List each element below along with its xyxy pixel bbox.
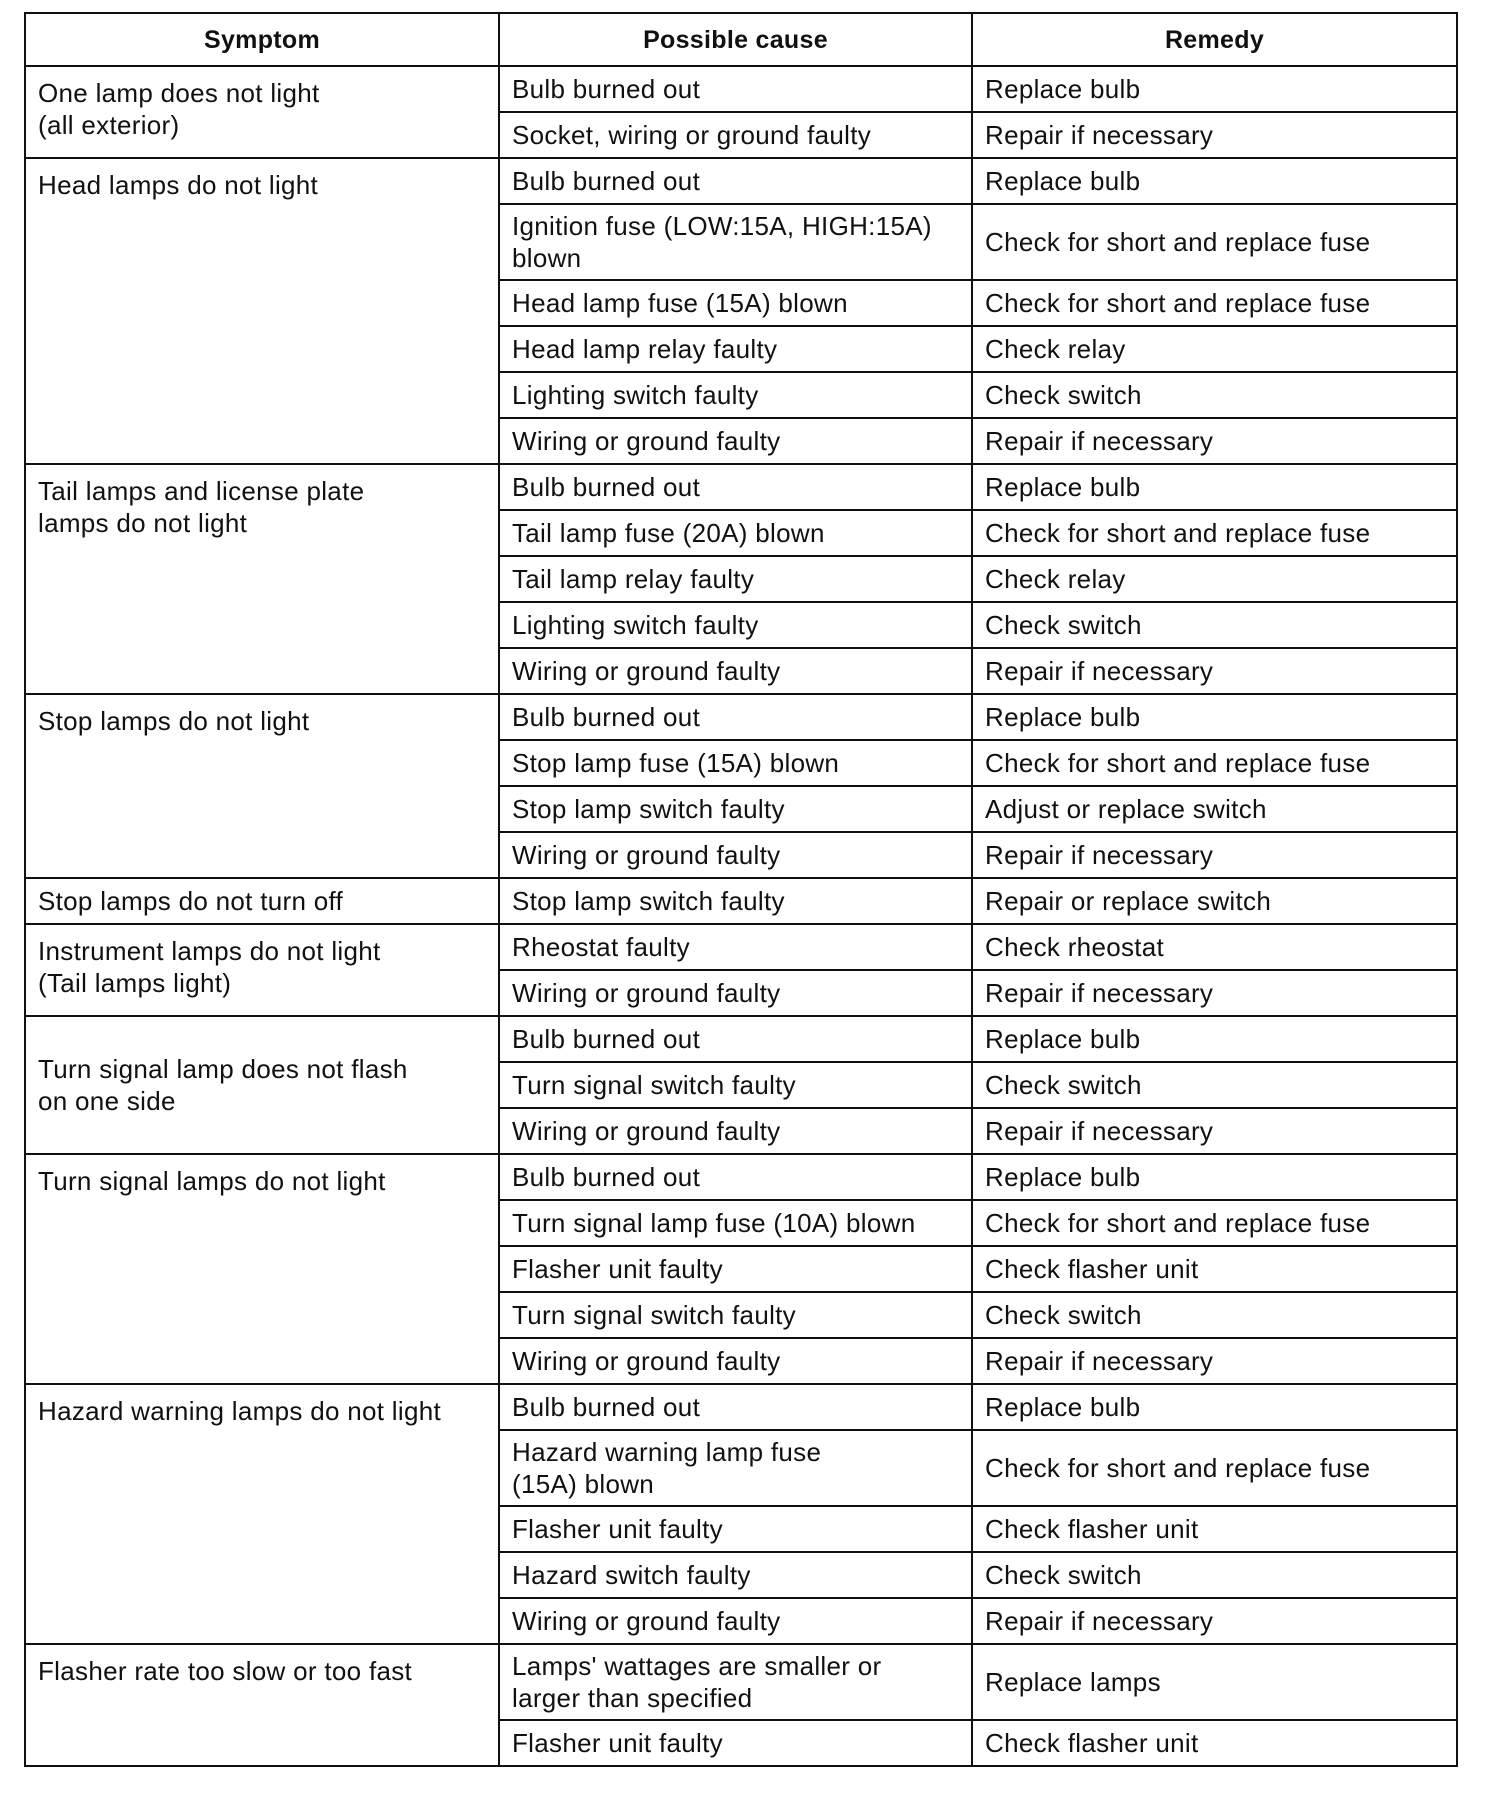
symptom-cell: Flasher rate too slow or too fast	[25, 1644, 499, 1766]
table-row	[25, 1154, 1457, 1200]
remedy-cell: Check flasher unit	[972, 1246, 1457, 1292]
possible-cause-cell: Turn signal switch faulty	[499, 1062, 972, 1108]
possible-cause-cell: Socket, wiring or ground faulty	[499, 112, 972, 158]
possible-cause-cell: Flasher unit faulty	[499, 1246, 972, 1292]
remedy-cell: Check for short and replace fuse	[972, 204, 1457, 280]
remedy-cell: Check rheostat	[972, 924, 1457, 970]
symptom-cell: Stop lamps do not light	[25, 694, 499, 878]
possible-cause-cell: Head lamp fuse (15A) blown	[499, 280, 972, 326]
possible-cause-cell: Stop lamp switch faulty	[499, 786, 972, 832]
possible-cause-cell: Wiring or ground faulty	[499, 418, 972, 464]
possible-cause-cell: Bulb burned out	[499, 1016, 972, 1062]
header-possible-cause: Possible cause	[499, 13, 972, 66]
remedy-cell: Check flasher unit	[972, 1720, 1457, 1766]
symptom-cell: Turn signal lamp does not flash on one side	[25, 1016, 499, 1154]
troubleshooting-table	[24, 12, 1458, 1767]
remedy-cell: Repair or replace switch	[972, 878, 1457, 924]
symptom-cell: One lamp does not light (all exterior)	[25, 66, 499, 158]
header-row	[25, 13, 1457, 66]
table-row	[25, 464, 1457, 510]
possible-cause-cell: Flasher unit faulty	[499, 1506, 972, 1552]
remedy-cell: Check for short and replace fuse	[972, 1430, 1457, 1506]
symptom-cell: Instrument lamps do not light (Tail lamps light)	[25, 924, 499, 1016]
possible-cause-cell: Rheostat faulty	[499, 924, 972, 970]
table-row	[25, 1384, 1457, 1430]
remedy-cell: Repair if necessary	[972, 648, 1457, 694]
possible-cause-cell: Turn signal lamp fuse (10A) blown	[499, 1200, 972, 1246]
remedy-cell: Replace bulb	[972, 66, 1457, 112]
remedy-cell: Repair if necessary	[972, 1598, 1457, 1644]
remedy-cell: Repair if necessary	[972, 970, 1457, 1016]
remedy-cell: Check for short and replace fuse	[972, 510, 1457, 556]
possible-cause-cell: Wiring or ground faulty	[499, 970, 972, 1016]
possible-cause-cell: Stop lamp switch faulty	[499, 878, 972, 924]
header-symptom: Symptom	[25, 13, 499, 66]
remedy-cell: Check switch	[972, 1292, 1457, 1338]
possible-cause-cell: Ignition fuse (LOW:15A, HIGH:15A) blown	[499, 204, 972, 280]
remedy-cell: Check switch	[972, 1062, 1457, 1108]
possible-cause-cell: Lighting switch faulty	[499, 602, 972, 648]
possible-cause-cell: Lighting switch faulty	[499, 372, 972, 418]
symptom-cell: Hazard warning lamps do not light	[25, 1384, 499, 1644]
symptom-cell: Stop lamps do not turn off	[25, 878, 499, 924]
possible-cause-cell: Wiring or ground faulty	[499, 832, 972, 878]
remedy-cell: Check switch	[972, 372, 1457, 418]
possible-cause-cell: Lamps' wattages are smaller or larger than specified	[499, 1644, 972, 1720]
possible-cause-cell: Wiring or ground faulty	[499, 648, 972, 694]
possible-cause-cell: Bulb burned out	[499, 1384, 972, 1430]
table-body	[25, 66, 1457, 1766]
possible-cause-cell: Hazard warning lamp fuse (15A) blown	[499, 1430, 972, 1506]
remedy-cell: Repair if necessary	[972, 1108, 1457, 1154]
table-row	[25, 158, 1457, 204]
remedy-cell: Replace bulb	[972, 694, 1457, 740]
table-row	[25, 66, 1457, 112]
remedy-cell: Check for short and replace fuse	[972, 280, 1457, 326]
remedy-cell: Repair if necessary	[972, 112, 1457, 158]
possible-cause-cell: Wiring or ground faulty	[499, 1108, 972, 1154]
table-row	[25, 878, 1457, 924]
remedy-cell: Replace lamps	[972, 1644, 1457, 1720]
possible-cause-cell: Wiring or ground faulty	[499, 1338, 972, 1384]
table-row	[25, 1016, 1457, 1062]
remedy-cell: Check flasher unit	[972, 1506, 1457, 1552]
remedy-cell: Repair if necessary	[972, 418, 1457, 464]
possible-cause-cell: Bulb burned out	[499, 694, 972, 740]
possible-cause-cell: Turn signal switch faulty	[499, 1292, 972, 1338]
remedy-cell: Adjust or replace switch	[972, 786, 1457, 832]
remedy-cell: Replace bulb	[972, 1384, 1457, 1430]
possible-cause-cell: Bulb burned out	[499, 1154, 972, 1200]
possible-cause-cell: Bulb burned out	[499, 158, 972, 204]
table-row	[25, 924, 1457, 970]
symptom-cell: Tail lamps and license plate lamps do not light	[25, 464, 499, 694]
remedy-cell: Replace bulb	[972, 1154, 1457, 1200]
header-remedy: Remedy	[972, 13, 1457, 66]
remedy-cell: Check for short and replace fuse	[972, 740, 1457, 786]
possible-cause-cell: Stop lamp fuse (15A) blown	[499, 740, 972, 786]
remedy-cell: Replace bulb	[972, 1016, 1457, 1062]
remedy-cell: Check relay	[972, 556, 1457, 602]
possible-cause-cell: Bulb burned out	[499, 464, 972, 510]
remedy-cell: Check switch	[972, 602, 1457, 648]
symptom-cell: Head lamps do not light	[25, 158, 499, 464]
possible-cause-cell: Tail lamp relay faulty	[499, 556, 972, 602]
troubleshooting-table-container	[24, 12, 1456, 1767]
remedy-cell: Check relay	[972, 326, 1457, 372]
remedy-cell: Check for short and replace fuse	[972, 1200, 1457, 1246]
possible-cause-cell: Flasher unit faulty	[499, 1720, 972, 1766]
remedy-cell: Replace bulb	[972, 158, 1457, 204]
remedy-cell: Check switch	[972, 1552, 1457, 1598]
table-row	[25, 694, 1457, 740]
remedy-cell: Replace bulb	[972, 464, 1457, 510]
remedy-cell: Repair if necessary	[972, 832, 1457, 878]
possible-cause-cell: Hazard switch faulty	[499, 1552, 972, 1598]
table-row	[25, 1644, 1457, 1720]
possible-cause-cell: Tail lamp fuse (20A) blown	[499, 510, 972, 556]
possible-cause-cell: Wiring or ground faulty	[499, 1598, 972, 1644]
possible-cause-cell: Head lamp relay faulty	[499, 326, 972, 372]
remedy-cell: Repair if necessary	[972, 1338, 1457, 1384]
symptom-cell: Turn signal lamps do not light	[25, 1154, 499, 1384]
possible-cause-cell: Bulb burned out	[499, 66, 972, 112]
